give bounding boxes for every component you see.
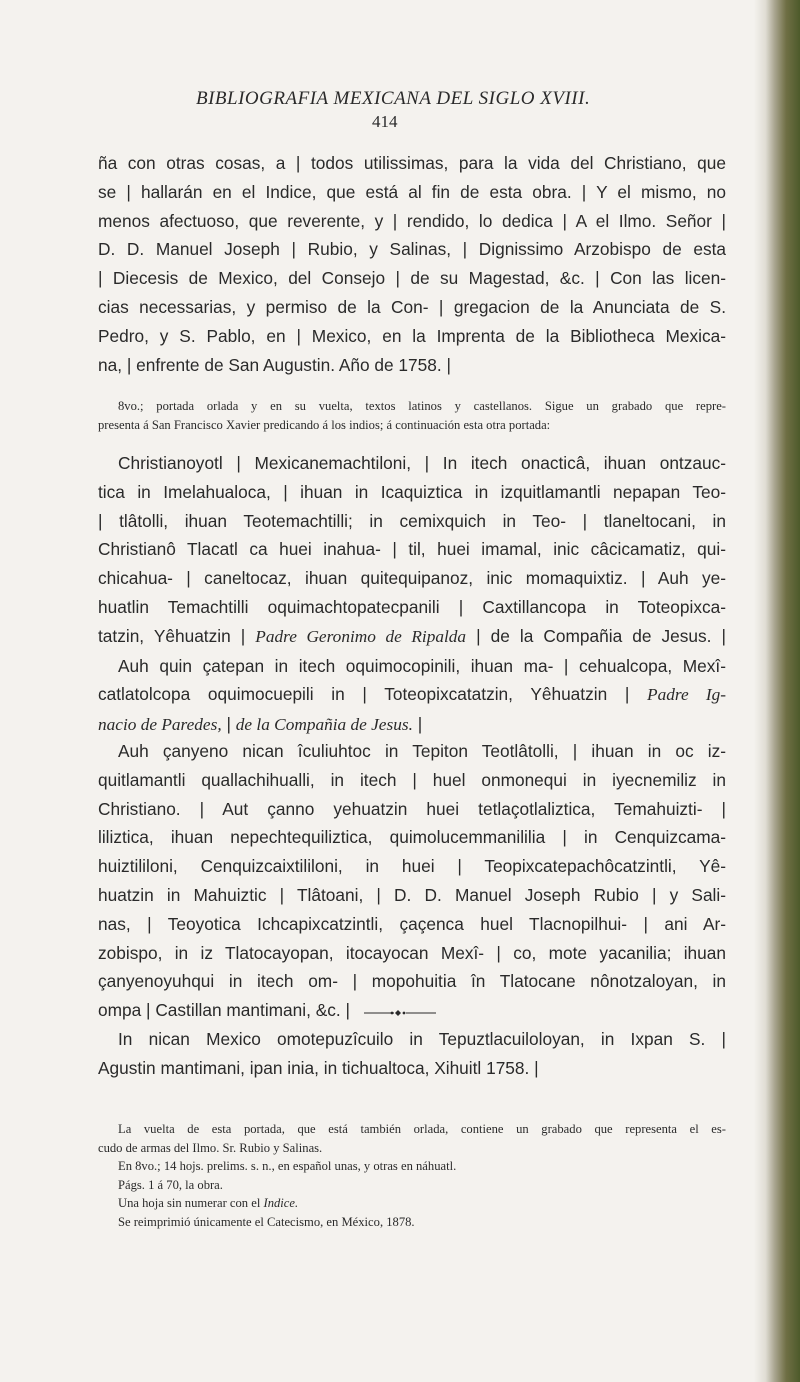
text-segment: | de la Compañia de Jesus. |: [476, 625, 726, 646]
author-name-italic: nacio de Paredes,: [98, 715, 222, 735]
text-segment: catlatolcopa oquimocuepili in | Toteopixcatatzin, Yêhuatzin |: [98, 684, 630, 705]
page-number: 414: [372, 112, 398, 131]
text-line: Pedro, y S. Pablo, en | Mexico, en la Imprenta de la Bibliotheca Mexica-: [98, 325, 726, 346]
note-line: cudo de armas del Ilmo. Sr. Rubio y Salinas.: [98, 1140, 323, 1155]
ornament-rule-icon: [364, 1008, 436, 1018]
text-segment: tatzin, Yêhuatzin |: [98, 625, 246, 646]
note-line: [98, 1194, 726, 1213]
text-line: ña con otras cosas, a | todos utilissimas, para la vida del Christiano, que: [98, 153, 726, 173]
text-line: In nican Mexico omotepuzîcuilo in Tepuztlacuiloloyan, in Ixpan S. |: [118, 1028, 726, 1049]
text-segment: |: [417, 714, 423, 735]
paragraph-3: [98, 737, 726, 1083]
text-line: menos afectuoso, que reverente, y | rendido, lo dedica | A el Ilmo. Señor |: [98, 210, 726, 231]
text-line: Auh quin çatepan in itech oquimocopinili, ihuan ma- | cehualcopa, Mexî-: [118, 655, 726, 676]
text-line: tica in Imelahualoca, | ihuan in Icaquiztica in izquitlamantli nepapan Teo-: [98, 481, 726, 502]
text-line: cias necessarias, y permiso de la Con- | gregacion de la Anunciata de S.: [98, 296, 726, 317]
society-name-italic: de la Compañia de Jesus.: [235, 715, 413, 735]
note-line: presenta á San Francisco Xavier predicando á los indios; á continuación esta otra portada:: [98, 417, 551, 432]
note-line: Págs. 1 á 70, la obra.: [118, 1177, 223, 1192]
text-line: D. D. Manuel Joseph | Rubio, y Salinas, | Dignissimo Arzobispo de esta: [98, 239, 726, 260]
note-line: 8vo.; portada orlada y en su vuelta, textos latinos y castellanos. Sigue un grabado que repre-: [118, 399, 726, 413]
text-segment: |: [226, 714, 231, 735]
note-line: En 8vo.; 14 hojs. prelims. s. n., en español unas, y otras en náhuatl.: [118, 1159, 457, 1173]
index-title-italic: Indice.: [263, 1196, 299, 1210]
text-line: chicahua- | caneltocaz, ihuan quitequipanoz, inic momaquixtiz. | Auh ye-: [98, 568, 726, 589]
author-name-italic: Padre Geronimo de Ripalda: [255, 626, 467, 646]
text-line: | Diecesis de Mexico, del Consejo | de su Magestad, &c. | Con las licen-: [98, 268, 726, 289]
text-line: Christiano. | Aut çanno yehuatzin huei tetlaçotlaliztica, Temahuizti- |: [98, 798, 726, 819]
running-head: BIBLIOGRAFIA MEXICANA DEL SIGLO XVIII.: [196, 88, 591, 109]
text-segment: Una hoja sin numerar con el: [118, 1196, 261, 1210]
text-line: huiztililoni, Cenquizcaixtililoni, in huei | Teopixcatepachôcatzintli, Yê-: [98, 856, 726, 877]
author-name-italic: Padre Ig-: [647, 685, 726, 705]
paragraph-1: [98, 149, 726, 379]
text-line: Auh çanyeno nican îculiuhtoc in Tepiton Teotlâtolli, | ihuan in oc iz-: [118, 741, 726, 761]
paragraph-2: [98, 449, 726, 740]
text-line: | tlâtolli, ihuan Teotemachtilli; in cemixquich in Teo- | tlaneltocani, in: [98, 510, 726, 531]
binding-edge: [754, 0, 800, 1382]
note-2: [98, 1120, 726, 1231]
note-line: Se reimprimió únicamente el Catecismo, en México, 1878.: [118, 1214, 415, 1229]
note-1: [98, 397, 726, 434]
text-line: quitlamantli quallachihualli, in itech | huel onmonequi in iyecnemiliz in: [98, 769, 726, 790]
text-line: liliztica, ihuan nepechtequiliztica, quimolucemmanililia | in Cenquizcama-: [98, 827, 726, 848]
text-line: [98, 680, 726, 710]
text-line: ompa | Castillan mantimani, &c. |: [98, 1000, 350, 1021]
text-line: na, | enfrente de San Augustin. Año de 1758. |: [98, 354, 451, 375]
text-line: nas, | Teoyotica Ichcapixcatzintli, çaçenca huel Tlacnopilhui- | ani Ar-: [98, 913, 726, 934]
text-line: huatzin in Mahuiztic | Tlâtoani, | D. D. Manuel Joseph Rubio | y Sali-: [98, 884, 726, 905]
note-line: La vuelta de esta portada, que está también orlada, contiene un grabado que representa el es-: [118, 1122, 726, 1136]
text-line: [98, 622, 726, 652]
text-line: Christianô Tlacatl ca huei inahua- | til, huei imamal, inic câcicamatiz, qui-: [98, 539, 726, 560]
text-line: [98, 710, 726, 740]
text-line: çanyenoyuhqui in itech om- | mopohuitia în Tlatocane nônotzaloyan, in: [98, 971, 726, 992]
text-line: Agustin mantimani, ipan inia, in tichualtoca, Xihuitl 1758. |: [98, 1057, 539, 1078]
text-line: huatlin Temachtilli oquimachtopatecpanili | Caxtillancopa in Toteopixca-: [98, 596, 726, 617]
text-line: zobispo, in iz Tlatocayopan, itocayocan Mexî- | co, mote yacanilia; ihuan: [98, 942, 726, 963]
text-line: Christianoyotl | Mexicanemachtiloni, | In itech onacticâ, ihuan ontzauc-: [118, 453, 726, 473]
text-line: se | hallarán en el Indice, que está al fin de esta obra. | Y el mismo, no: [98, 181, 726, 202]
